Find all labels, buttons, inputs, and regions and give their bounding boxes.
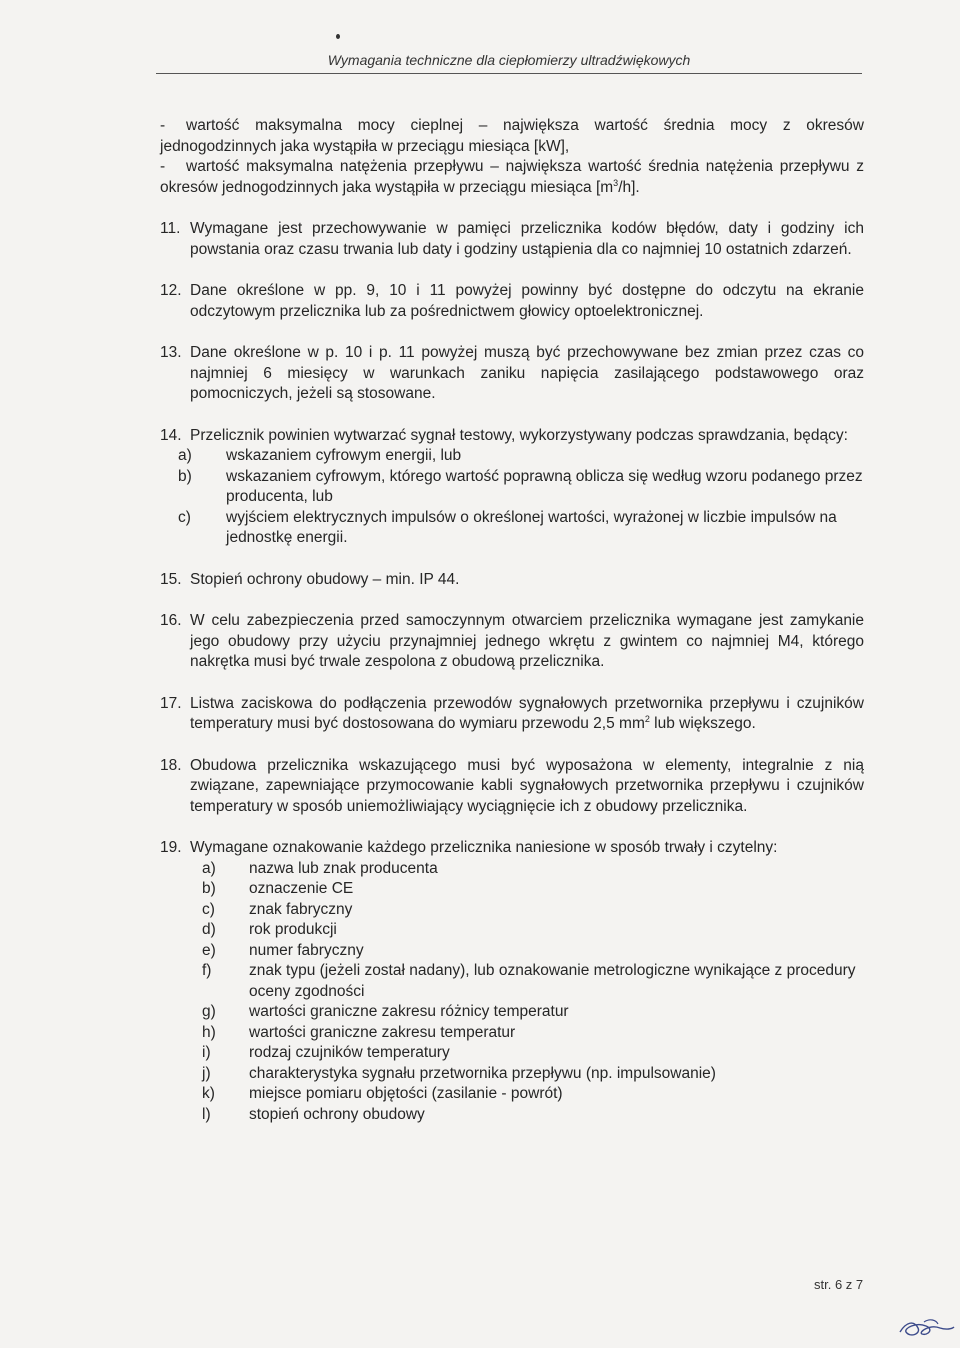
list-text: charakterystyka sygnału przetwornika przepływu (np. impulsowanie) — [249, 1064, 716, 1082]
list-text: wartości graniczne zakresu temperatur — [249, 1023, 516, 1041]
item-11 — [160, 219, 864, 260]
list-text: wyjściem elektrycznych impulsów o określonej wartości, wyrażonej w liczbie impulsów na jednostkę energii. — [226, 508, 837, 546]
item-19 — [160, 838, 864, 1125]
list-item — [202, 879, 864, 900]
list-item — [202, 1043, 864, 1064]
list-text: wartości graniczne zakresu różnicy temperatur — [249, 1003, 569, 1020]
list-item — [202, 941, 864, 962]
item-number: 12. — [160, 282, 182, 299]
list-letter: b) — [202, 880, 216, 897]
document-body — [160, 116, 864, 1125]
list-item — [202, 900, 864, 921]
list-item — [178, 446, 864, 467]
item-text: Obudowa przelicznika wskazującego musi być wyposażona w elementy, integralnie z nią związane, zapewniające przymocowanie kabli sygnałowych przetwornika przepływu i czujników temperatury w sposób uniemożliwiający wyciągnięcie ich z obudowy przelicznika. — [190, 756, 864, 815]
intro-line-1 — [160, 116, 864, 157]
list-item — [202, 859, 864, 880]
item-text: Dane określone w pp. 9, 10 i 11 powyżej powinny być dostępne do odczytu na ekranie odczytowym przelicznika lub za pośrednictwem głowicy optoelektronicznej. — [190, 282, 864, 320]
list-item — [202, 920, 864, 941]
list-text: stopień ochrony obudowy — [249, 1105, 425, 1123]
list-item — [178, 467, 864, 508]
item-number: 19. — [160, 839, 182, 856]
list-text: znak fabryczny — [249, 900, 353, 918]
list-letter: a) — [178, 447, 192, 464]
intro-text-1: wartość maksymalna mocy cieplnej – największa wartość średnia mocy z okresów jednogodzinnych jaka wystąpiła w przeciągu miesiąca [kW], — [160, 117, 864, 155]
list-text: miejsce pomiaru objętości (zasilanie - powrót) — [249, 1085, 563, 1102]
superscript: 3 — [613, 177, 619, 188]
list-letter: b) — [178, 467, 192, 485]
page-header: Wymagania techniczne dla ciepłomierzy ultradźwiękowych — [156, 52, 862, 74]
list-letter: a) — [202, 859, 216, 877]
list-item — [202, 1002, 864, 1023]
item-text: Wymagane oznakowanie każdego przelicznika naniesione w sposób trwały i czytelny: — [190, 839, 778, 856]
list-letter: f) — [202, 962, 212, 979]
list-item — [202, 1105, 864, 1126]
item-number: 15. — [160, 570, 182, 588]
item-text — [190, 694, 864, 735]
list-letter: g) — [202, 1003, 216, 1020]
list-letter: c) — [178, 508, 191, 526]
list-text: znak typu (jeżeli został nadany), lub oznakowanie metrologiczne wynikające z procedury oceny zgodności — [249, 962, 856, 1000]
item-number: 18. — [160, 756, 182, 774]
list-text: nazwa lub znak producenta — [249, 859, 438, 877]
dash-marker: - — [160, 158, 166, 175]
list-item — [178, 508, 864, 549]
item-number: 11. — [160, 220, 181, 237]
superscript: 2 — [644, 713, 650, 724]
list-text: wskazaniem cyfrowym, którego wartość poprawną oblicza się według wzoru podanego przez producenta, lub — [226, 467, 863, 505]
item-text: Przelicznik powinien wytwarzać sygnał testowy, wykorzystywany podczas sprawdzania, będący: — [190, 426, 848, 444]
item-number: 17. — [160, 694, 182, 712]
item-text-main: Listwa zaciskowa do podłączenia przewodów sygnałowych przetwornika przepływu i czujników temperatury musi być dostosowana do wymiaru przewodu 2,5 mm — [190, 694, 864, 732]
list-text: rok produkcji — [249, 921, 337, 938]
list-letter: k) — [202, 1085, 215, 1102]
list-item — [202, 961, 864, 1002]
list-item — [202, 1084, 864, 1105]
list-letter: l) — [202, 1105, 211, 1123]
item-18 — [160, 756, 864, 818]
marking-list — [202, 859, 864, 1126]
intro-text-2: wartość maksymalna natężenia przepływu – największa wartość średnia natężenia przepływu z okresów jednogodzinnych jaka wystąpiła w przeciągu miesiąca [m — [160, 158, 864, 196]
item-15 — [160, 570, 864, 591]
item-text: Stopień ochrony obudowy – min. IP 44. — [190, 570, 460, 588]
item-text: Dane określone w p. 10 i p. 11 powyżej muszą być przechowywane bez zmian przez czas co najmniej 6 miesięcy w warunkach zaniku napięcia zasilającego podstawowego oraz pomocniczych, jeżeli są stosowane. — [190, 344, 864, 402]
list-text: numer fabryczny — [249, 941, 364, 959]
item-12 — [160, 281, 864, 322]
item-number: 13. — [160, 344, 182, 361]
item-number: 16. — [160, 612, 182, 629]
list-letter: i) — [202, 1044, 211, 1061]
item-14 — [160, 426, 864, 549]
item-13 — [160, 343, 864, 405]
list-letter: c) — [202, 900, 215, 918]
dash-marker: - — [160, 117, 166, 134]
item-text: W celu zabezpieczenia przed samoczynnym otwarciem przelicznika wymagane jest zamykanie jego obudowy przy użyciu przynajmniej jednego wkrętu z gwintem co najmniej M4, którego nakrętka musi być trwale zespolona z obudową przelicznika. — [190, 612, 864, 670]
list-letter: j) — [202, 1064, 211, 1082]
item-17 — [160, 694, 864, 735]
page-number: str. 6 z 7 — [814, 1277, 864, 1292]
list-letter: d) — [202, 921, 216, 938]
list-item — [202, 1023, 864, 1044]
list-item — [202, 1064, 864, 1085]
list-text: oznaczenie CE — [249, 880, 354, 897]
list-text: wskazaniem cyfrowym energii, lub — [226, 447, 462, 464]
scan-speck — [336, 34, 340, 39]
intro-text-2-end: /h]. — [618, 178, 640, 196]
signature-initials — [896, 1312, 956, 1342]
item-text: Wymagane jest przechowywanie w pamięci przelicznika kodów błędów, daty i godziny ich powstania oraz czasu trwania lub daty i godziny ustąpienia dla co najmniej 10 ostatnich zdarzeń. — [190, 220, 864, 258]
intro-line-2 — [160, 157, 864, 198]
item-text-end: lub większego. — [649, 715, 756, 732]
item-number: 14. — [160, 426, 182, 444]
list-text: rodzaj czujników temperatury — [249, 1044, 450, 1061]
list-letter: e) — [202, 941, 216, 959]
item-16 — [160, 611, 864, 673]
list-letter: h) — [202, 1023, 216, 1041]
